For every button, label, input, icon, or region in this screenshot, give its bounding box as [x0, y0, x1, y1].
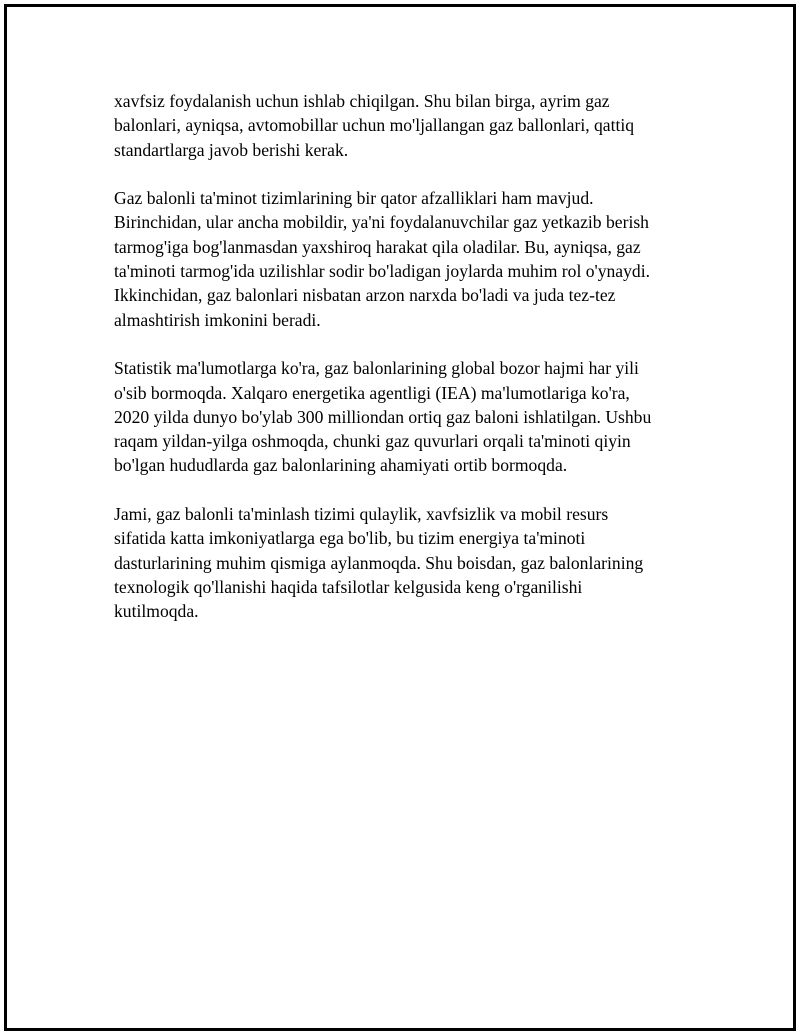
text-line: raqam yildan-yilga oshmoqda, chunki gaz quvurlari orqali ta'minoti qiyin — [114, 431, 631, 452]
text-line: dasturlarining muhim qismiga aylanmoqda. Shu boisdan, gaz balonlarining — [114, 552, 644, 573]
paragraph-4 — [114, 502, 704, 623]
text-line: Birinchidan, ular ancha mobildir, ya'ni foydalanuvchilar gaz yetkazib berish — [114, 212, 649, 233]
text-line: Jami, gaz balonli ta'minlash tizimi qulaylik, xavfsizlik va mobil resurs — [114, 504, 609, 525]
text-line: texnologik qo'llanishi haqida tafsilotlar kelgusida keng o'rganilishi — [114, 576, 583, 597]
text-line: Statistik ma'lumotlarga ko'ra, gaz balonlarining global bozor hajmi har yili — [114, 358, 639, 379]
text-line: bo'lgan hududlarda gaz balonlarining ahamiyati ortib bormoqda. — [114, 455, 568, 476]
text-line: tarmog'iga bog'lanmasdan yaxshiroq harakat qila oladilar. Bu, ayniqsa, gaz — [114, 236, 641, 257]
paragraph-2 — [114, 186, 704, 332]
document-body — [114, 89, 704, 648]
text-line: sifatida katta imkoniyatlarga ega bo'lib, bu tizim energiya ta'minoti — [114, 528, 586, 549]
text-line: ta'minoti tarmog'ida uzilishlar sodir bo'ladigan joylarda muhim rol o'ynaydi. — [114, 261, 650, 282]
text-line: kutilmoqda. — [114, 601, 199, 622]
text-line: almashtirish imkonini beradi. — [114, 309, 321, 330]
paragraph-3 — [114, 356, 704, 477]
text-line: xavfsiz foydalanish uchun ishlab chiqilgan. Shu bilan birga, ayrim gaz — [114, 91, 610, 111]
paragraph-1 — [114, 89, 704, 162]
text-line: balonlari, ayniqsa, avtomobillar uchun mo'ljallangan gaz ballonlari, qattiq — [114, 115, 635, 136]
text-line: standartlarga javob berishi kerak. — [114, 139, 349, 160]
text-line: 2020 yilda dunyo bo'ylab 300 milliondan ortiq gaz baloni ishlatilgan. Ushbu — [114, 406, 652, 427]
text-line: Gaz balonli ta'minot tizimlarining bir qator afzalliklari ham mavjud. — [114, 188, 594, 209]
text-line: o'sib bormoqda. Xalqaro energetika agentligi (IEA) ma'lumotlariga ko'ra, — [114, 382, 630, 403]
text-line: Ikkinchidan, gaz balonlari nisbatan arzon narxda bo'ladi va juda tez-tez — [114, 285, 616, 306]
